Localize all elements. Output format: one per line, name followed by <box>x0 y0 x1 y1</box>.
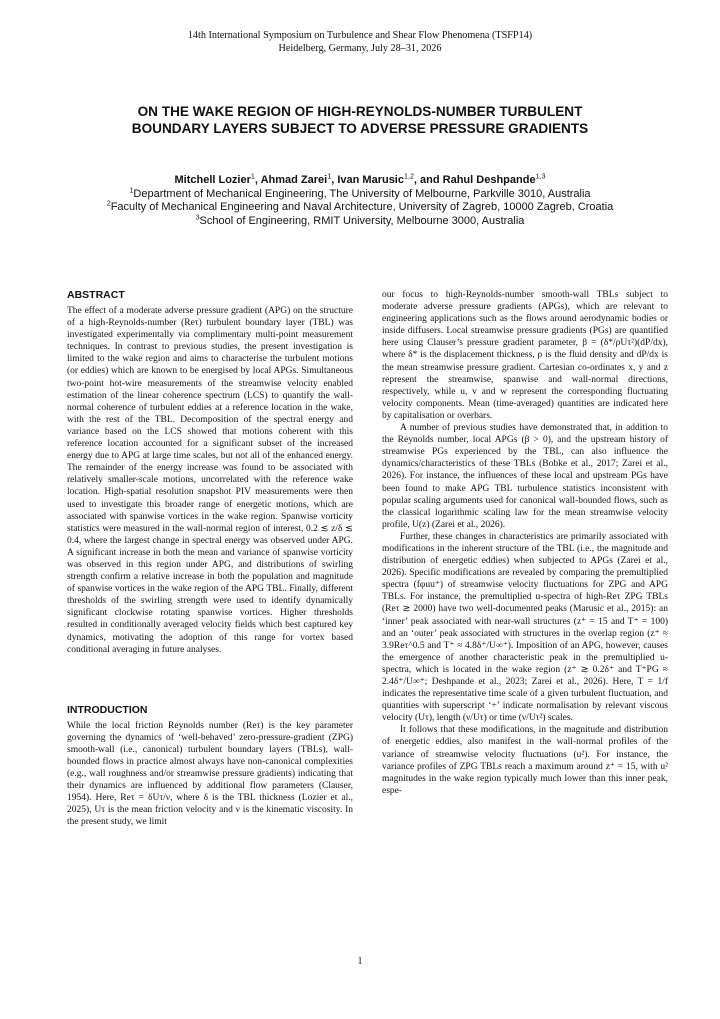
author-affiliation-mark: 1 <box>327 172 332 181</box>
affiliation-2: $^2$Faculty of Mechanical Engineering and Naval Architecture, University of Zagreb, 10000 Zagreb, Croatia <box>106 199 614 213</box>
introduction-paragraph-3: Further, these changes in characteristics are primarily associated with modifications in the inherent structure of the TBL (i.e., the magnitude and distribution of energetic eddies) when subjected to APGs (Zarei et al., 2026). Specific modifications are revealed by comparing the premultiplied spectra (fφuu⁺) of streamwise velocity fluctuations for ZPG and APG TBLs. For instance, the premultiplied u-spectra of high-Reτ ZPG TBLs (Reτ ≳ 2000) have two well-documented peaks (Marusic et al., 2015): an ‘inner’ peak associated with near-wall structures (z⁺ = 15 and T⁺ = 100) and an ‘outer’ peak associated with structures in the overlap region (z⁺ ≈ 3.9Reτ^0.5 and T⁺ ≈ 4.8δ⁺/U∞⁺). Imposition of an APG, however, causes the emergence of another characteristic peak in the premultiplied u-spectra, which is located in the wake region (z⁺ ≳ 0.2δ⁺ and T⁺PG ≈ 2.4δ⁺/U∞⁺; Deshpande et al., 2023; Zarei et al., 2026). Here, T = 1/f indicates the representative time scale of a given turbulent fluctuation, and quantities with superscript ‘+’ indicate normalisation by relevant viscous velocity (Uτ), length (ν/Uτ) or time (ν/Uτ²) scales. <box>382 531 668 724</box>
right-column <box>382 289 668 797</box>
author-name: Rahul Deshpande <box>442 174 536 186</box>
abstract-body: The effect of a moderate adverse pressure gradient (APG) on the structure of a high-Reynolds-number (Reτ) turbulent boundary layer (TBL) was investigated experimentally via complimentary multi-point measurement techniques. In contrast to previous studies, the present investigation is limited to the wake region and aims to characterise the turbulent motions (or eddies) which are known to be energised by local APGs. Simultaneous two-point hot-wire measurements of the streamwise velocity enabled estimation of the linear coherence spectrum (LCS) to quantify the wall-normal coherence of turbulent eddies at a reference location in the wake, with the rest of the TBL. Decomposition of the spectral energy and variance based on the LCS showed that motions coherent with this reference location accounted for a significant subset of the increased energy due to APG at large time scales, but not all of the enhanced energy. The remainder of the energy increase was found to be associated with relatively smaller-scale motions, uncorrelated with the reference wake location. High-spatial resolution snapshot PIV measurements were then used to investigate this broader range of energetic motions, which are associated with spanwise vortices in the wake region. Spanwise vorticity statistics were measured in the wall-normal region of interest, 0.2 ≲ z/δ ≲ 0.4, where the largest change in spectral energy was observed under APG. A significant increase in both the mean and variance of spanwise vorticity was observed in this region under APG, and distributions of swirling strength confirm a relative increase in both the population and magnitude of spanwise vortices in the wake region of the APG TBL. Finally, different thresholds of the swirling strength were used to identify dynamically significant clockwise rotating spanwise vortices. Higher thresholds resulted in conditionally averaged velocity fields which best captured key dynamics, motivating the adoption of this range for vortex based conditional averaging in future analyses. <box>67 306 353 655</box>
conference-location-date: Heidelberg, Germany, July 28–31, 2026 <box>278 43 442 54</box>
author-affiliation-mark: 1,3 <box>535 172 546 181</box>
page-number: 1 <box>357 956 363 967</box>
conference-name: 14th International Symposium on Turbulence and Shear Flow Phenomena (TSFP14) <box>187 30 533 41</box>
affiliation-3: $^3$School of Engineering, RMIT University, Melbourne 3000, Australia <box>195 212 525 227</box>
author-affiliation-mark: 1 <box>250 172 255 181</box>
author-list: Mitchell Lozier$^1$, Ahmad Zarei$^1$, Ivan Marusic$^{1,2}$, and Rahul Deshpande$^{1,3}$ <box>174 172 546 186</box>
introduction-heading: INTRODUCTION <box>67 703 148 716</box>
author-block <box>40 174 680 228</box>
introduction-paragraph-4: It follows that these modifications, in the magnitude and distribution of energetic eddies, also manifest in the wall-normal profiles of the variance of streamwise velocity fluctuations (u²). For instance, the variance profiles of ZPG TBLs reach a maximum around z⁺ = 15, with u² magnitudes in the wake region typically much lower than this inner peak, espe- <box>382 725 668 796</box>
title-line-1: ON THE WAKE REGION OF HIGH-REYNOLDS-NUMBER TURBULENT <box>137 104 583 119</box>
conference-header <box>0 29 720 55</box>
left-column <box>67 289 353 829</box>
introduction-paragraph-1-continued: our focus to high-Reynolds-number smooth-wall TBLs subject to moderate adverse pressure gradients (APGs), which are relevant to engineering applications such as the flows around aerodynamic bodies or inside diffusers. Local streamwise pressure gradients (PGs) are quantified here using Clauser’s pressure gradient parameter, β = (δ*/ρUτ²)(dP/dx), where δ* is the displacement thickness, ρ is the fluid density and dP/dx is the mean streamwise pressure gradient. Cartesian co-ordinates x, y and z represent the streamwise, spanwise and wall-normal directions, respectively, while u, v and w represent the corresponding fluctuating velocity components. Mean (time-averaged) quantities are indicated here by capitalisation or overbars. <box>382 290 668 421</box>
introduction-paragraph-2: A number of previous studies have demonstrated that, in addition to the Reynolds number, local APGs (β > 0), and the upstream history of streamwise PGs experienced by the TBL, can also influence the dynamics/characteristics of these TBLs (Bobke et al., 2017; Zarei et al., 2026). For instance, the influences of these local and upstream PGs have been found to make APG TBL turbulence statistics inconsistent with popular scaling arguments used for canonical wall-bounded flows, such as the classical logarithmic scaling law for the mean streamwise velocity profile, U(z) (Zarei et al., 2026). <box>382 423 668 530</box>
paper-title <box>60 103 660 137</box>
section-gap <box>67 656 353 704</box>
abstract-heading: ABSTRACT <box>67 289 125 301</box>
author-name: Mitchell Lozier <box>174 174 251 186</box>
affiliation-1: $^1$Department of Mechanical Engineering, The University of Melbourne, Parkville 3010, Australia <box>129 185 591 200</box>
author-name: Ahmad Zarei <box>260 174 328 186</box>
title-line-2: BOUNDARY LAYERS SUBJECT TO ADVERSE PRESSURE GRADIENTS <box>131 121 589 136</box>
author-affiliation-mark: 1,2 <box>403 172 414 181</box>
introduction-paragraph-1: While the local friction Reynolds number (Reτ) is the key parameter governing the dynamics of ‘well-behaved’ zero-pressure-gradient (ZPG) smooth-wall (i.e., canonical) turbulent boundary layers (TBLs), wall-bounded flows in practice almost always have non-canonical complexities (e.g., wall roughness and/or streamwise pressure gradients) indicating that their dynamics are influenced by additional flow parameters (Clauser, 1954). Here, Reτ = δUτ/ν, where δ is the TBL thickness (Lozier et al., 2025), Uτ is the mean friction velocity and ν is the kinematic viscosity. In the present study, we limit <box>67 720 353 828</box>
author-name: Ivan Marusic <box>337 174 404 186</box>
